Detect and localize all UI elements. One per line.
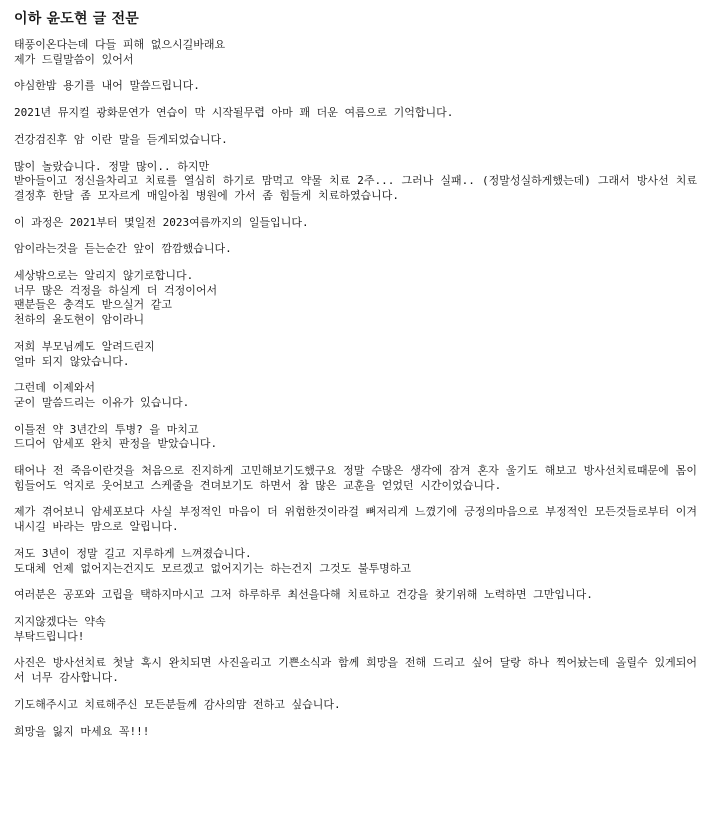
paragraph-line: 건강검진후 암 이란 말을 듣게되었습니다. [14,132,228,146]
paragraph [14,656,697,685]
paragraph-line: 이 과정은 2021부터 몇일전 2023여름까지의 일들입니다. [14,215,309,229]
paragraph-line: 기도해주시고 치료해주신 모든분들께 감사의맘 전하고 싶습니다. [14,697,341,711]
paragraph-line: 부탁드립니다! [14,629,85,643]
paragraph-line: 여러분은 공포와 고립을 택하지마시고 그저 하루하루 최선을다해 치료하고 건강을 찾기위해 노력하면 그만입니다. [14,588,593,602]
paragraph-line: 그런데 이제와서 [14,381,96,395]
paragraph [14,615,697,644]
paragraph [14,547,697,576]
paragraph-line: 태풍이온다는데 다들 피해 없으시길바래요 [14,38,226,51]
paragraph [14,464,697,493]
paragraph-line: 도대체 언제 없어지는건지도 모르겠고 없어지기는 하는건지 그것도 불투명하고 [14,561,412,575]
paragraph-line: 천하의 윤도현이 암이라니 [14,313,145,327]
paragraph-line: 드디어 암세포 완치 판정을 받았습니다. [14,437,218,451]
article-body [14,38,697,739]
paragraph-line: 이틀전 약 3년간의 투병? 을 마치고 [14,422,199,436]
paragraph [14,423,697,452]
paragraph [14,106,697,121]
paragraph [14,38,697,67]
paragraph [14,505,697,534]
paragraph-line: 받아들이고 정신을차리고 치료를 열심히 하기로 맘먹고 약물 치료 2주... 그러나 실패.. (정말성실하게했는데) 그래서 방사선 치료 결정후 한달 좀 모자르게 매일아침 병원에 가서 좀 힘들게 치료하였습니다. [14,174,697,202]
paragraph-line: 사진은 방사선치료 첫날 혹시 완치되면 사진올리고 기쁜소식과 함께 희망을 전해 드리고 싶어 달랑 하나 찍어놨는데 올릴수 있게되어서 너무 감사합니다. [14,656,697,685]
paragraph [14,160,697,204]
paragraph-line: 야심한밤 용기를 내어 말씀드립니다. [14,79,200,93]
paragraph-line: 지지않겠다는 약속 [14,614,106,628]
paragraph [14,216,697,231]
paragraph-line: 저희 부모님께도 알려드린지 [14,339,155,353]
paragraph-line: 너무 많은 걱정을 하실게 더 걱정이어서 [14,283,218,297]
paragraph-line: 세상밖으로는 알리지 않기로합니다. [14,269,194,283]
paragraph [14,381,697,410]
paragraph [14,725,697,740]
paragraph [14,242,697,257]
paragraph [14,340,697,369]
paragraph-line: 얼마 되지 않았습니다. [14,354,130,368]
paragraph-line: 제가 겪어보니 암세포보다 사실 부정적인 마음이 더 위험한것이라걸 뼈저리게 느꼈기에 긍정의마음으로 부정적인 모든것들로부터 이겨내시길 바라는 맘으로 알립니다. [14,505,697,534]
paragraph [14,79,697,94]
paragraph-line: 태어나 전 죽음이란것을 처음으로 진지하게 고민해보기도했구요 정말 수많은 생각에 잠겨 혼자 울기도 해보고 방사선치료때문에 몸이 힘들어도 억지로 웃어보고 스케줄을 견뎌보기도 하면서 참 많은 교훈을 얻었던 시간이었습니다. [14,464,697,492]
paragraph [14,269,697,328]
paragraph [14,698,697,713]
page-title: 이하 윤도현 글 전문 [14,11,140,27]
paragraph-line: 굳이 말씀드리는 이유가 있습니다. [14,395,190,409]
paragraph-line: 많이 놀랐습니다. 정말 많이.. 하지만 [14,159,210,173]
paragraph-line: 희망을 잃지 마세요 꼭!!! [14,724,150,738]
paragraph [14,588,697,603]
paragraph-line: 제가 드릴말씀이 있어서 [14,52,134,66]
paragraph-line: 암이라는것을 듣는순간 앞이 깜깜했습니다. [14,242,232,256]
paragraph-line: 저도 3년이 정말 길고 지루하게 느껴졌습니다. [14,546,252,560]
paragraph [14,133,697,148]
paragraph-line: 2021년 뮤지컬 광화문연가 연습이 막 시작될무렵 아마 꽤 더운 여름으로 기억합니다. [14,106,454,120]
paragraph-line: 팬분들은 충격도 받으실거 같고 [14,298,173,312]
